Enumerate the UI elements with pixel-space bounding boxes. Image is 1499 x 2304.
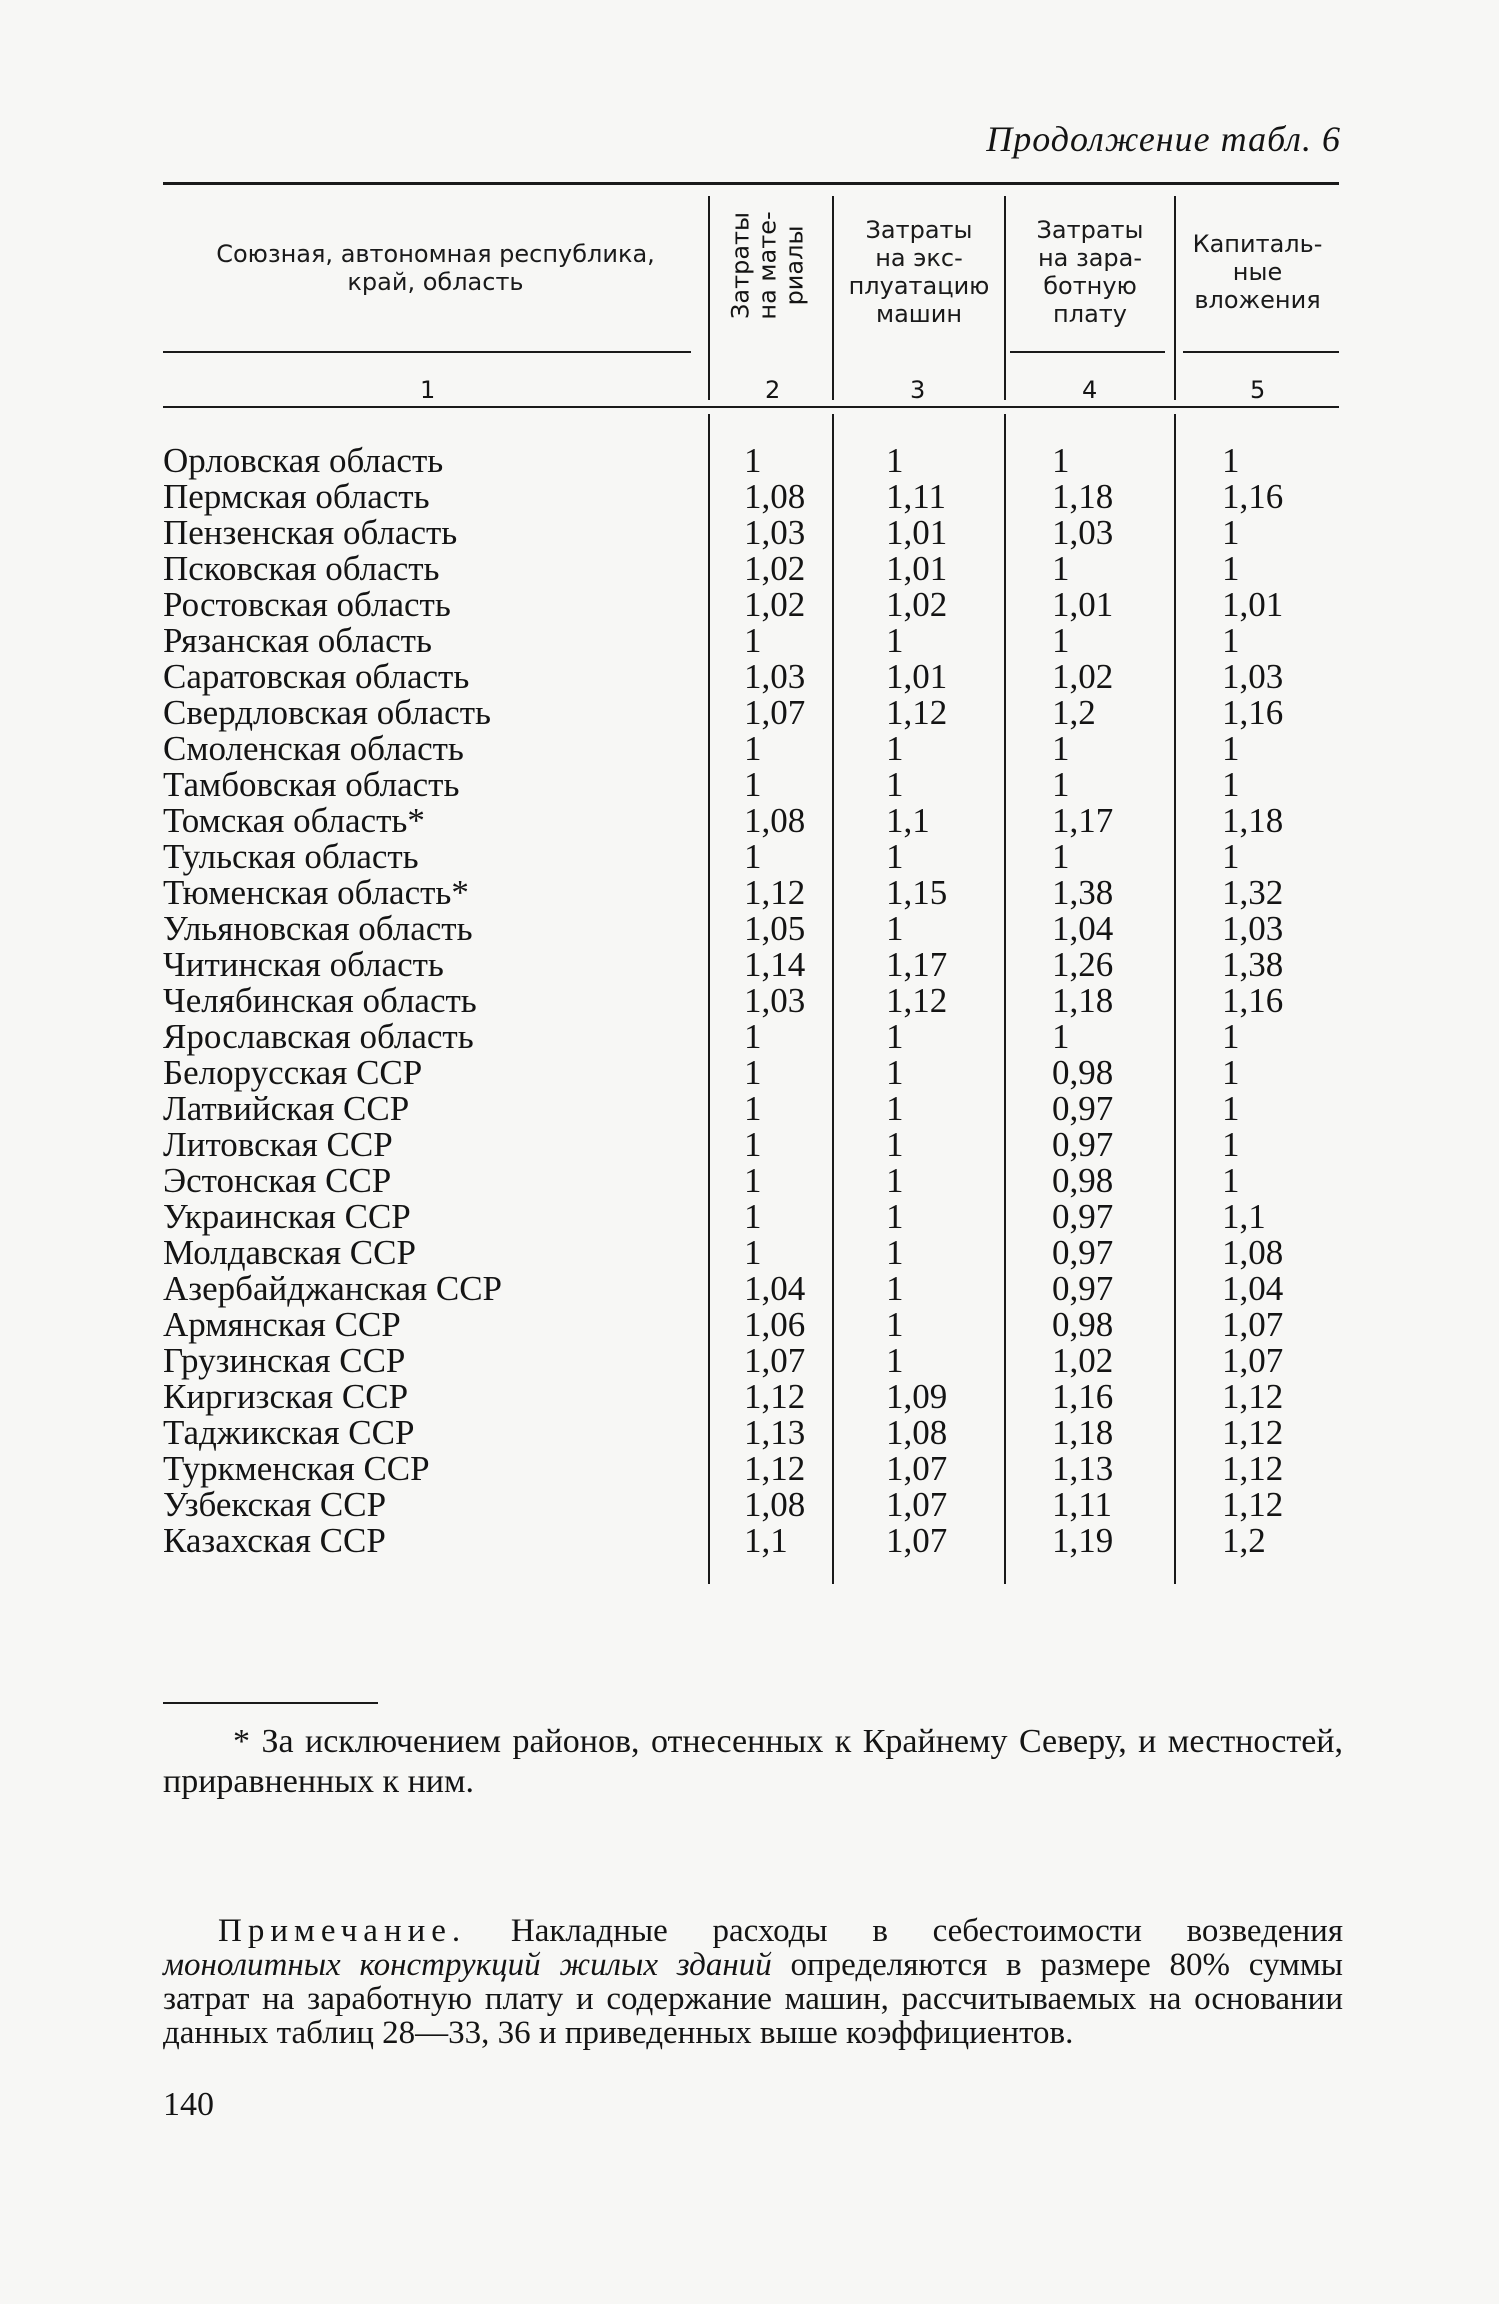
capital-value: 1 bbox=[1222, 1017, 1240, 1056]
capital-value: 1 bbox=[1222, 513, 1240, 552]
footnote: * За исключением районов, отнесенных к Крайнему Северу, и местностей, приравненных к ним. bbox=[163, 1723, 1343, 1800]
machines-value: 1 bbox=[886, 909, 904, 948]
region-name: Азербайджанская ССР bbox=[163, 1269, 503, 1308]
machines-value: 1 bbox=[886, 1017, 904, 1056]
materials-value: 1,07 bbox=[744, 693, 806, 732]
region-name: Томская область* bbox=[163, 801, 425, 840]
materials-value: 1,03 bbox=[744, 513, 806, 552]
region-name: Ульяновская область bbox=[163, 909, 473, 948]
column-number: 4 bbox=[1082, 376, 1098, 404]
wages-value: 0,98 bbox=[1052, 1053, 1114, 1092]
capital-value: 1 bbox=[1222, 837, 1240, 876]
table-top-rule bbox=[163, 182, 1339, 185]
machines-value: 1 bbox=[886, 1053, 904, 1092]
wages-value: 0,97 bbox=[1052, 1089, 1114, 1128]
column-number: 1 bbox=[420, 376, 436, 404]
region-name: Туркменская ССР bbox=[163, 1449, 430, 1488]
materials-value: 1 bbox=[744, 1017, 762, 1056]
machines-value: 1,07 bbox=[886, 1449, 948, 1488]
region-name: Грузинская ССР bbox=[163, 1341, 406, 1380]
machines-value: 1,12 bbox=[886, 693, 948, 732]
materials-value: 1,03 bbox=[744, 657, 806, 696]
capital-value: 1,32 bbox=[1222, 873, 1284, 912]
machines-value: 1 bbox=[886, 1341, 904, 1380]
wages-value: 1 bbox=[1052, 729, 1070, 768]
machines-value: 1,15 bbox=[886, 873, 948, 912]
materials-value: 1 bbox=[744, 1053, 762, 1092]
wages-value: 0,97 bbox=[1052, 1197, 1114, 1236]
numbers-bottom-rule bbox=[163, 406, 1339, 408]
materials-value: 1,12 bbox=[744, 1449, 806, 1488]
header-capital: Капиталь- ные вложения bbox=[1192, 230, 1323, 314]
wages-value: 0,97 bbox=[1052, 1233, 1114, 1272]
region-name: Казахская ССР bbox=[163, 1521, 386, 1560]
region-name: Тамбовская область bbox=[163, 765, 460, 804]
capital-value: 1 bbox=[1222, 441, 1240, 480]
wages-value: 1,2 bbox=[1052, 693, 1096, 732]
machines-value: 1,12 bbox=[886, 981, 948, 1020]
materials-value: 1,02 bbox=[744, 549, 806, 588]
wages-value: 1,02 bbox=[1052, 1341, 1114, 1380]
capital-value: 1 bbox=[1222, 1089, 1240, 1128]
machines-value: 1 bbox=[886, 1269, 904, 1308]
region-name: Рязанская область bbox=[163, 621, 432, 660]
region-name: Молдавская ССР bbox=[163, 1233, 416, 1272]
wages-value: 1,38 bbox=[1052, 873, 1114, 912]
region-name: Ростовская область bbox=[163, 585, 451, 624]
materials-value: 1 bbox=[744, 729, 762, 768]
machines-value: 1,02 bbox=[886, 585, 948, 624]
note-text-1: Накладные расходы в себестоимости возведения bbox=[466, 1913, 1343, 1949]
capital-value: 1 bbox=[1222, 549, 1240, 588]
capital-value: 1 bbox=[1222, 729, 1240, 768]
materials-value: 1,08 bbox=[744, 1485, 806, 1524]
machines-value: 1 bbox=[886, 1161, 904, 1200]
wages-value: 1,01 bbox=[1052, 585, 1114, 624]
capital-value: 1 bbox=[1222, 765, 1240, 804]
capital-value: 1,1 bbox=[1222, 1197, 1266, 1236]
column-divider bbox=[1174, 414, 1176, 1584]
machines-value: 1 bbox=[886, 729, 904, 768]
materials-value: 1,14 bbox=[744, 945, 806, 984]
column-number: 3 bbox=[910, 376, 926, 404]
region-name: Челябинская область bbox=[163, 981, 477, 1020]
wages-value: 1,03 bbox=[1052, 513, 1114, 552]
header-wages: Затраты на зара- ботную плату bbox=[1036, 216, 1144, 328]
note-paragraph bbox=[163, 1914, 1343, 2050]
materials-value: 1,12 bbox=[744, 1377, 806, 1416]
machines-value: 1,1 bbox=[886, 801, 930, 840]
materials-value: 1 bbox=[744, 1125, 762, 1164]
capital-value: 1,2 bbox=[1222, 1521, 1266, 1560]
materials-value: 1 bbox=[744, 1089, 762, 1128]
region-name: Пермская область bbox=[163, 477, 430, 516]
machines-value: 1,07 bbox=[886, 1485, 948, 1524]
footnote-rule bbox=[163, 1702, 378, 1704]
machines-value: 1 bbox=[886, 441, 904, 480]
wages-value: 0,97 bbox=[1052, 1125, 1114, 1164]
region-name: Свердловская область bbox=[163, 693, 491, 732]
machines-value: 1,01 bbox=[886, 549, 948, 588]
wages-value: 0,98 bbox=[1052, 1161, 1114, 1200]
header-bottom-rule bbox=[1010, 351, 1165, 353]
capital-value: 1,03 bbox=[1222, 657, 1284, 696]
capital-value: 1,16 bbox=[1222, 477, 1284, 516]
region-name: Эстонская ССР bbox=[163, 1161, 392, 1200]
materials-value: 1,06 bbox=[744, 1305, 806, 1344]
wages-value: 1,19 bbox=[1052, 1521, 1114, 1560]
wages-value: 1,04 bbox=[1052, 909, 1114, 948]
region-name: Ярославская область bbox=[163, 1017, 474, 1056]
materials-value: 1,07 bbox=[744, 1341, 806, 1380]
note-italic: монолитных конструкций жилых зданий bbox=[163, 1947, 772, 1983]
note-label: Примечание. bbox=[218, 1913, 467, 1949]
region-name: Псковская область bbox=[163, 549, 440, 588]
capital-value: 1 bbox=[1222, 621, 1240, 660]
wages-value: 1,16 bbox=[1052, 1377, 1114, 1416]
wages-value: 0,98 bbox=[1052, 1305, 1114, 1344]
wages-value: 0,97 bbox=[1052, 1269, 1114, 1308]
wages-value: 1,11 bbox=[1052, 1485, 1112, 1524]
machines-value: 1 bbox=[886, 765, 904, 804]
capital-value: 1 bbox=[1222, 1125, 1240, 1164]
wages-value: 1 bbox=[1052, 621, 1070, 660]
machines-value: 1,01 bbox=[886, 657, 948, 696]
capital-value: 1,07 bbox=[1222, 1341, 1284, 1380]
capital-value: 1,16 bbox=[1222, 981, 1284, 1020]
capital-value: 1 bbox=[1222, 1053, 1240, 1092]
materials-value: 1 bbox=[744, 441, 762, 480]
region-name: Киргизская ССР bbox=[163, 1377, 409, 1416]
materials-value: 1,03 bbox=[744, 981, 806, 1020]
machines-value: 1 bbox=[886, 1197, 904, 1236]
region-name: Пензенская область bbox=[163, 513, 458, 552]
wages-value: 1,02 bbox=[1052, 657, 1114, 696]
wages-value: 1 bbox=[1052, 837, 1070, 876]
header-materials bbox=[708, 190, 828, 340]
capital-value: 1,12 bbox=[1222, 1413, 1284, 1452]
materials-value: 1,08 bbox=[744, 801, 806, 840]
header-bottom-rule bbox=[163, 351, 691, 353]
note-text-2: определяются в размере 80% суммы затрат на заработную плату и содержание машин, рассчитываемых на основании данных таблиц 28—33, 36 и приведенных выше коэффициентов. bbox=[163, 1947, 1343, 2051]
materials-value: 1,05 bbox=[744, 909, 806, 948]
machines-value: 1,01 bbox=[886, 513, 948, 552]
machines-value: 1,17 bbox=[886, 945, 948, 984]
region-name: Белорусская ССР bbox=[163, 1053, 423, 1092]
capital-value: 1,07 bbox=[1222, 1305, 1284, 1344]
machines-value: 1 bbox=[886, 1089, 904, 1128]
column-number: 2 bbox=[765, 376, 781, 404]
machines-value: 1 bbox=[886, 1233, 904, 1272]
wages-value: 1 bbox=[1052, 441, 1070, 480]
column-number: 5 bbox=[1250, 376, 1266, 404]
machines-value: 1,11 bbox=[886, 477, 946, 516]
materials-value: 1 bbox=[744, 1197, 762, 1236]
capital-value: 1,03 bbox=[1222, 909, 1284, 948]
capital-value: 1,38 bbox=[1222, 945, 1284, 984]
region-name: Смоленская область bbox=[163, 729, 464, 768]
region-name: Саратовская область bbox=[163, 657, 470, 696]
region-name: Тульская область bbox=[163, 837, 419, 876]
materials-value: 1,1 bbox=[744, 1521, 788, 1560]
wages-value: 1,26 bbox=[1052, 945, 1114, 984]
materials-value: 1,13 bbox=[744, 1413, 806, 1452]
materials-value: 1,02 bbox=[744, 585, 806, 624]
header-bottom-rule bbox=[1183, 351, 1339, 353]
materials-value: 1 bbox=[744, 1161, 762, 1200]
wages-value: 1,18 bbox=[1052, 477, 1114, 516]
capital-value: 1,04 bbox=[1222, 1269, 1284, 1308]
machines-value: 1,09 bbox=[886, 1377, 948, 1416]
capital-value: 1,16 bbox=[1222, 693, 1284, 732]
capital-value: 1,01 bbox=[1222, 585, 1284, 624]
machines-value: 1 bbox=[886, 621, 904, 660]
region-name: Орловская область bbox=[163, 441, 444, 480]
machines-value: 1 bbox=[886, 1125, 904, 1164]
capital-value: 1,12 bbox=[1222, 1377, 1284, 1416]
region-name: Таджикская ССР bbox=[163, 1413, 415, 1452]
materials-value: 1 bbox=[744, 765, 762, 804]
column-divider bbox=[832, 414, 834, 1584]
region-name: Узбекская ССР bbox=[163, 1485, 387, 1524]
capital-value: 1 bbox=[1222, 1161, 1240, 1200]
materials-value: 1,08 bbox=[744, 477, 806, 516]
wages-value: 1,18 bbox=[1052, 981, 1114, 1020]
machines-value: 1 bbox=[886, 1305, 904, 1344]
capital-value: 1,08 bbox=[1222, 1233, 1284, 1272]
header-machines: Затраты на экс- плуатацию машин bbox=[848, 216, 990, 328]
header-region: Союзная, автономная республика, край, область bbox=[216, 240, 655, 296]
machines-value: 1 bbox=[886, 837, 904, 876]
region-name: Украинская ССР bbox=[163, 1197, 411, 1236]
region-name: Армянская ССР bbox=[163, 1305, 401, 1344]
table-caption: Продолжение табл. 6 bbox=[986, 119, 1341, 159]
region-name: Литовская ССР bbox=[163, 1125, 393, 1164]
machines-value: 1,08 bbox=[886, 1413, 948, 1452]
materials-value: 1,12 bbox=[744, 873, 806, 912]
wages-value: 1 bbox=[1052, 765, 1070, 804]
materials-value: 1 bbox=[744, 1233, 762, 1272]
region-name: Читинская область bbox=[163, 945, 444, 984]
wages-value: 1,17 bbox=[1052, 801, 1114, 840]
capital-value: 1,18 bbox=[1222, 801, 1284, 840]
region-name: Тюменская область* bbox=[163, 873, 469, 912]
wages-value: 1 bbox=[1052, 549, 1070, 588]
header-materials-text: Затраты на мате- риалы bbox=[726, 210, 809, 320]
machines-value: 1,07 bbox=[886, 1521, 948, 1560]
wages-value: 1,18 bbox=[1052, 1413, 1114, 1452]
materials-value: 1 bbox=[744, 621, 762, 660]
column-divider bbox=[1004, 414, 1006, 1584]
materials-value: 1 bbox=[744, 837, 762, 876]
region-name: Латвийская ССР bbox=[163, 1089, 410, 1128]
wages-value: 1,13 bbox=[1052, 1449, 1114, 1488]
capital-value: 1,12 bbox=[1222, 1485, 1284, 1524]
page-number: 140 bbox=[163, 2086, 214, 2123]
capital-value: 1,12 bbox=[1222, 1449, 1284, 1488]
materials-value: 1,04 bbox=[744, 1269, 806, 1308]
column-divider bbox=[708, 414, 710, 1584]
wages-value: 1 bbox=[1052, 1017, 1070, 1056]
